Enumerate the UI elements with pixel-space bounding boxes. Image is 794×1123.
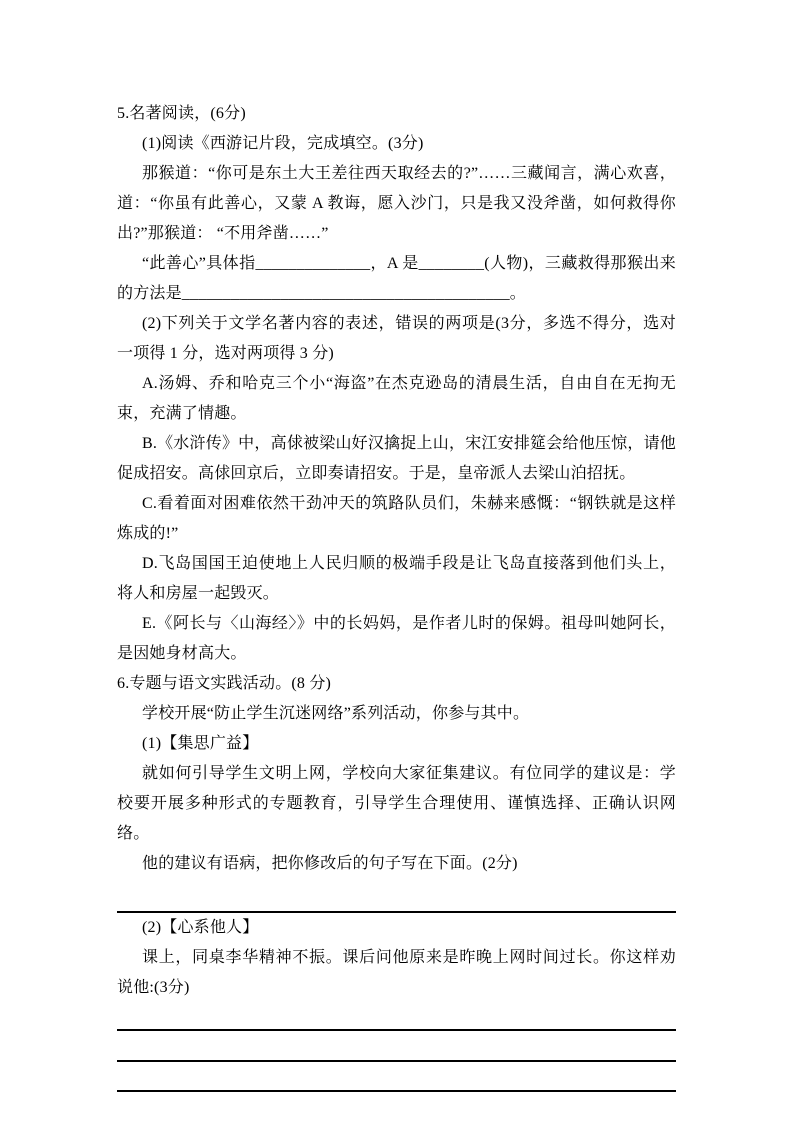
q5-option-b: B.《水浒传》中，高俅被梁山好汉擒捉上山，宋江安排筵会给他压惊，请他促成招安。高俅回京后，立即奏请招安。于是，皇帝派人去梁山泊招抚。	[117, 435, 676, 482]
q5-option-d: D.飞岛国国王迫使地上人民归顺的极端手段是让飞岛直接落到他们头上，将人和房屋一起毁灭。	[117, 555, 676, 602]
answer-line	[117, 879, 676, 913]
answer-line	[117, 1003, 676, 1031]
q5-option-a: A.汤姆、乔和哈克三个小“海盗”在杰克逊岛的清晨生活，自由自在无拘无束，充满了情趣。	[117, 375, 676, 422]
q5-part1-intro: (1)阅读《西游记片段，完成填空。(3分)	[142, 135, 424, 152]
q6-part1-heading: (1)【集思广益】	[142, 735, 259, 752]
q5-title: 5.名著阅读，(6分)	[117, 105, 246, 122]
answer-line	[117, 1062, 676, 1092]
q5-option-c: C.看着面对困难依然干劲冲天的筑路队员们，朱赫来感慨：“钢铁就是这样炼成的!”	[117, 495, 676, 542]
q6-part2-body: 课上，同桌李华精神不振。课后问他原来是昨晚上网时间过长。你这样劝说他:(3分)	[117, 949, 676, 996]
answer-line	[117, 1031, 676, 1062]
q5-part2-intro: (2)下列关于文学名著内容的表述，错误的两项是(3分，多选不得分，选对一项得 1 分，选对两项得 3 分)	[117, 315, 676, 362]
exam-content	[117, 99, 676, 1092]
q5-option-e: E.《阿长与〈山海经〉》中的长妈妈，是作者儿时的保姆。祖母叫她阿长，是因她身材高大。	[117, 615, 676, 662]
q6-part2-heading: (2)【心系他人】	[142, 919, 259, 936]
q6-title: 6.专题与语文实践活动。(8 分)	[117, 675, 332, 692]
q6-part1-prompt: 他的建议有语病，把你修改后的句子写在下面。(2分)	[142, 855, 518, 872]
q5-part1-fill-blanks: “此善心”具体指______________，A 是________(人物)，三藏救得那猴出来的方法是________________________________________。	[117, 255, 676, 302]
q6-lead: 学校开展“防止学生沉迷网络”系列活动，你参与其中。	[142, 705, 530, 722]
q6-part1-body: 就如何引导学生文明上网，学校向大家征集建议。有位同学的建议是：学校要开展多种形式的专题教育，引导学生合理使用、谨慎选择、正确认识网络。	[117, 765, 676, 842]
q5-part1-passage: 那猴道：“你可是东土大王差往西天取经去的?”……三藏闻言，满心欢喜，道：“你虽有此善心，又蒙 A 教诲，愿入沙门，只是我又没斧凿，如何救得你出?”那猴道： “不用斧凿……”	[117, 165, 676, 242]
